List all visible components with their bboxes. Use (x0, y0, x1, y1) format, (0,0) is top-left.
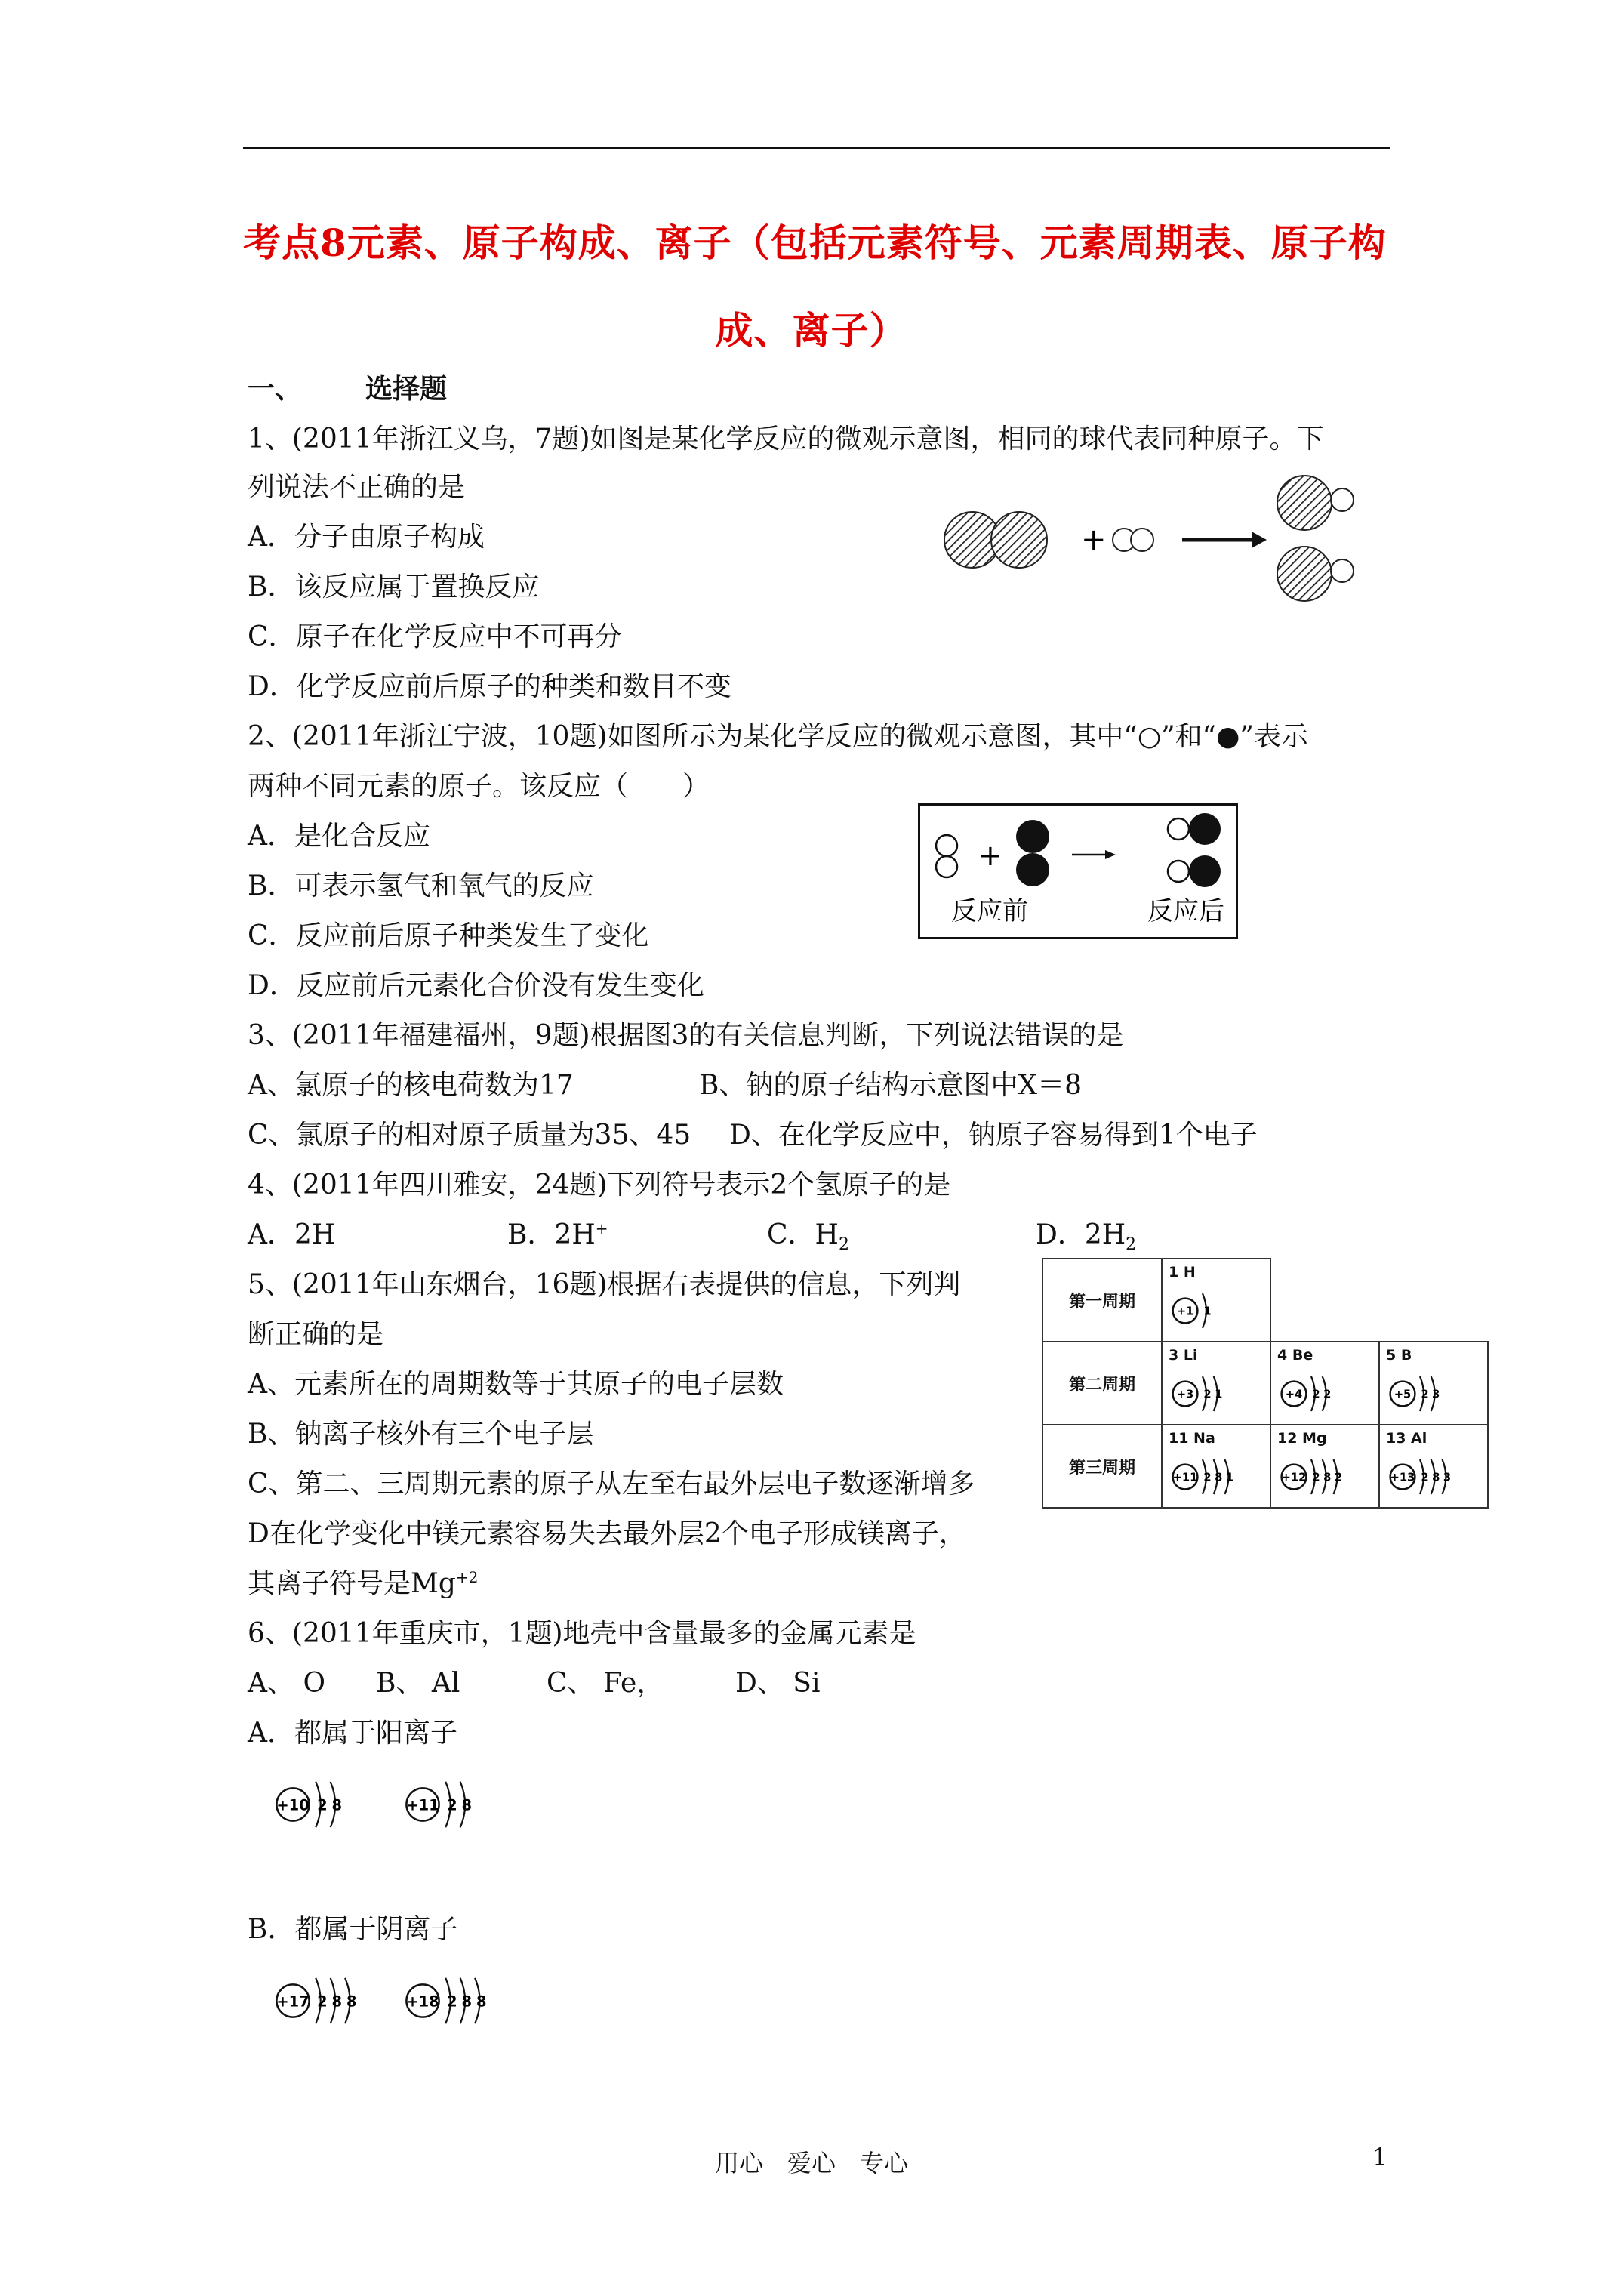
q2-option-b: B．可表示氢气和氧气的反应 (248, 871, 594, 901)
ion-structure (406, 1782, 472, 1827)
ion-structure-shell-count: 2 (317, 1796, 328, 1814)
q1-reactant-molecule-2 (1113, 529, 1153, 551)
q2-stem-2: 两种不同元素的原子。该反应（ ） (248, 771, 710, 802)
atom-structure-shell-count: 1 (1215, 1388, 1223, 1401)
atom-diagram (1380, 1365, 1486, 1422)
q2-before-label: 反应前 (951, 896, 1028, 926)
element-cell (1162, 1259, 1270, 1342)
q2-plus-sign: + (978, 839, 1002, 872)
q1-stem-1: 1、(2011年浙江义乌，7题)如图是某化学反应的微观示意图，相同的球代表同种原子。下 (248, 424, 1324, 455)
ion-diagrams-b (266, 1955, 522, 2054)
q6-option-b: B、 Al (376, 1668, 460, 1699)
atom-diagram (1271, 1448, 1377, 1505)
atom-diagram (1163, 1282, 1268, 1339)
ion-structure (406, 1978, 486, 2023)
ion-structure-nucleus: +11 (406, 1796, 439, 1814)
q1-plus-sign: + (1081, 522, 1107, 557)
q5-option-d-cont: 其离子符号是$Mg^{+2}$ (248, 1568, 479, 1599)
atom-structure-shell-count: 2 (1421, 1388, 1429, 1401)
q2-after-label: 反应后 (1147, 896, 1224, 926)
periodic-table-figure (1042, 1258, 1489, 1509)
q3-option-c: C、氯原子的相对原子质量为35、45 (248, 1120, 691, 1151)
ion-structure (276, 1978, 356, 2023)
atom-structure-nucleus: +12 (1281, 1471, 1307, 1484)
element-label: 4 Be (1277, 1347, 1313, 1364)
section-number: 一、 (248, 373, 303, 405)
q1-option-a: A．分子由原子构成 (248, 522, 485, 553)
periodic-table (1042, 1258, 1489, 1509)
q1-product-molecule-1 (1277, 476, 1354, 530)
q4-stem: 4、(2011年四川雅安，24题)下列符号表示2个氢原子的是 (248, 1170, 951, 1200)
ion-structure-nucleus: +10 (276, 1796, 310, 1814)
ion-structure-shell-count: 8 (331, 1992, 343, 2011)
atom-structure-nucleus: +3 (1176, 1388, 1194, 1401)
q4-option-b: B．2H+ (507, 1219, 608, 1250)
atom-structure-nucleus: +5 (1394, 1388, 1412, 1401)
q5-stem-2: 断正确的是 (248, 1319, 384, 1350)
ion-structure (276, 1782, 342, 1827)
atom-diagram (1271, 1365, 1377, 1422)
q2-option-a: A．是化合反应 (248, 821, 430, 852)
element-cell (1270, 1425, 1379, 1508)
element-label: 13 Al (1386, 1430, 1427, 1447)
atom-structure (1173, 1376, 1223, 1411)
atom-structure-shell-count: 2 (1203, 1471, 1212, 1484)
q1-option-d: D．化学反应前后原子的种类和数目不变 (248, 671, 731, 702)
atom-structure (1390, 1459, 1452, 1494)
atom-structure (1390, 1376, 1440, 1411)
ion-structure-shell-count: 8 (331, 1796, 343, 1814)
q1-option-c: C．原子在化学反应中不可再分 (248, 621, 622, 652)
q3-option-b: B、钠的原子结构示意图中X＝8 (699, 1070, 1082, 1101)
periodic-table-row (1042, 1425, 1488, 1508)
q5-option-d: D在化学变化中镁元素容易失去最外层2个电子形成镁离子， (248, 1518, 966, 1549)
q1-product-molecule-2 (1277, 547, 1354, 601)
ion-structure-shell-count: 8 (346, 1992, 357, 2011)
atom-diagram (1163, 1448, 1268, 1505)
q6-option-a: A、 O (248, 1668, 325, 1699)
ion-structure-shell-count: 2 (447, 1796, 457, 1814)
period-label: 第一周期 (1042, 1259, 1162, 1342)
ion-structure-nucleus: +17 (276, 1992, 310, 2011)
q6-option-d: D、 Si (735, 1668, 821, 1699)
q6-stem: 6、(2011年重庆市，1题)地壳中含量最多的金属元素是 (248, 1618, 916, 1649)
q4-option-d: D．$2H_2$ (1036, 1219, 1137, 1255)
q2-product-molecule-2 (1168, 855, 1221, 887)
atom-structure-shell-count: 2 (1323, 1388, 1332, 1401)
atom-structure-shell-count: 8 (1215, 1471, 1223, 1484)
q2-reaction-diagram (918, 803, 1238, 939)
ion-diagrams-a (266, 1759, 522, 1850)
page-number: 1 (1372, 2143, 1388, 2171)
q5-option-a: A、元素所在的周期数等于其原子的电子层数 (248, 1369, 784, 1400)
atom-structure-shell-count: 1 (1203, 1305, 1212, 1318)
q2-option-c: C．反应前后原子种类发生了变化 (248, 920, 649, 951)
title-line-1: 考点8元素、原子构成、离子（包括元素符号、元素周期表、原子构 (243, 220, 1387, 265)
atom-structure (1173, 1459, 1234, 1494)
q5-stem-1: 5、(2011年山东烟台，16题)根据右表提供的信息，下列判 (248, 1269, 961, 1300)
atom-structure-shell-count: 8 (1432, 1471, 1440, 1484)
element-label: 12 Mg (1277, 1430, 1327, 1447)
atom-structure-shell-count: 3 (1443, 1471, 1452, 1484)
q1-reaction-arrow (1182, 532, 1267, 548)
q5-option-b: B、钠离子核外有三个电子层 (248, 1419, 594, 1450)
q4-option-a: A．2H (248, 1219, 336, 1250)
empty-cell (1379, 1259, 1488, 1342)
atom-structure (1282, 1459, 1343, 1494)
atom-structure-shell-count: 2 (1312, 1388, 1320, 1401)
atom-structure-nucleus: +1 (1176, 1305, 1194, 1318)
element-cell (1162, 1425, 1270, 1508)
q3-stem: 3、(2011年福建福州，9题)根据图3的有关信息判断，下列说法错误的是 (248, 1020, 1124, 1051)
ion-structure-shell-count: 8 (461, 1796, 473, 1814)
q6-choice-a: A．都属于阳离子 (248, 1718, 457, 1749)
ion-structure-shell-count: 8 (476, 1992, 487, 2011)
atom-structure-shell-count: 1 (1225, 1471, 1234, 1484)
atom-diagram (1163, 1365, 1268, 1422)
q2-product-molecule-1 (1168, 813, 1221, 845)
q3-option-a: A、氯原子的核电荷数为17 (248, 1070, 574, 1101)
element-cell (1162, 1342, 1270, 1425)
q6-option-c: C、 Fe， (547, 1668, 664, 1699)
q3-option-d: D、在化学反应中，钠原子容易得到1个电子 (729, 1120, 1258, 1151)
element-label: 1 H (1169, 1264, 1196, 1281)
atom-structure (1173, 1293, 1212, 1328)
period-label: 第三周期 (1042, 1425, 1162, 1508)
q6-choice-b: B．都属于阴离子 (248, 1914, 458, 1945)
ion-structure-shell-count: 2 (317, 1992, 328, 2011)
q4-option-c: C．$H_2$ (767, 1219, 849, 1255)
q5-option-c: C、第二、三周期元素的原子从左至右最外层电子数逐渐增多 (248, 1469, 975, 1499)
element-label: 11 Na (1169, 1430, 1215, 1447)
footer-motto: 用心 爱心 专心 (714, 2149, 908, 2177)
ion-structure-nucleus: +18 (406, 1992, 439, 2011)
q1-reactant-molecule-1 (944, 512, 1047, 568)
atom-structure-shell-count: 2 (1203, 1388, 1212, 1401)
ion-structure-shell-count: 2 (447, 1992, 457, 2011)
atom-structure-shell-count: 2 (1334, 1471, 1343, 1484)
element-label: 3 Li (1169, 1347, 1198, 1364)
section-label: 选择题 (365, 373, 448, 405)
atom-structure-shell-count: 2 (1312, 1471, 1320, 1484)
atom-structure-nucleus: +13 (1390, 1471, 1415, 1484)
atom-diagram (1380, 1448, 1486, 1505)
element-cell (1379, 1342, 1488, 1425)
section-heading (248, 373, 448, 405)
periodic-table-row (1042, 1342, 1488, 1425)
atom-structure-shell-count: 3 (1432, 1388, 1440, 1401)
title-line-2: 成、离子） (715, 308, 908, 353)
header-rule (243, 147, 1390, 149)
q1-stem-2: 列说法不正确的是 (248, 472, 466, 503)
q1-option-b: B．该反应属于置换反应 (248, 572, 540, 603)
element-label: 5 B (1386, 1347, 1412, 1364)
ion-structure-shell-count: 8 (461, 1992, 473, 2011)
atom-structure-shell-count: 8 (1323, 1471, 1332, 1484)
atom-structure (1282, 1376, 1332, 1411)
q2-option-d: D．反应前后元素化合价没有发生变化 (248, 970, 704, 1001)
atom-structure-nucleus: +4 (1285, 1388, 1303, 1401)
element-cell (1270, 1342, 1379, 1425)
element-cell (1379, 1425, 1488, 1508)
atom-structure-nucleus: +11 (1172, 1471, 1198, 1484)
periodic-table-row (1042, 1259, 1488, 1342)
period-label: 第二周期 (1042, 1342, 1162, 1425)
q2-stem-1: 2、(2011年浙江宁波，10题)如图所示为某化学反应的微观示意图，其中“○”和“●”表示 (248, 721, 1308, 752)
empty-cell (1270, 1259, 1379, 1342)
q1-reaction-diagram (936, 467, 1404, 610)
atom-structure-shell-count: 2 (1421, 1471, 1429, 1484)
